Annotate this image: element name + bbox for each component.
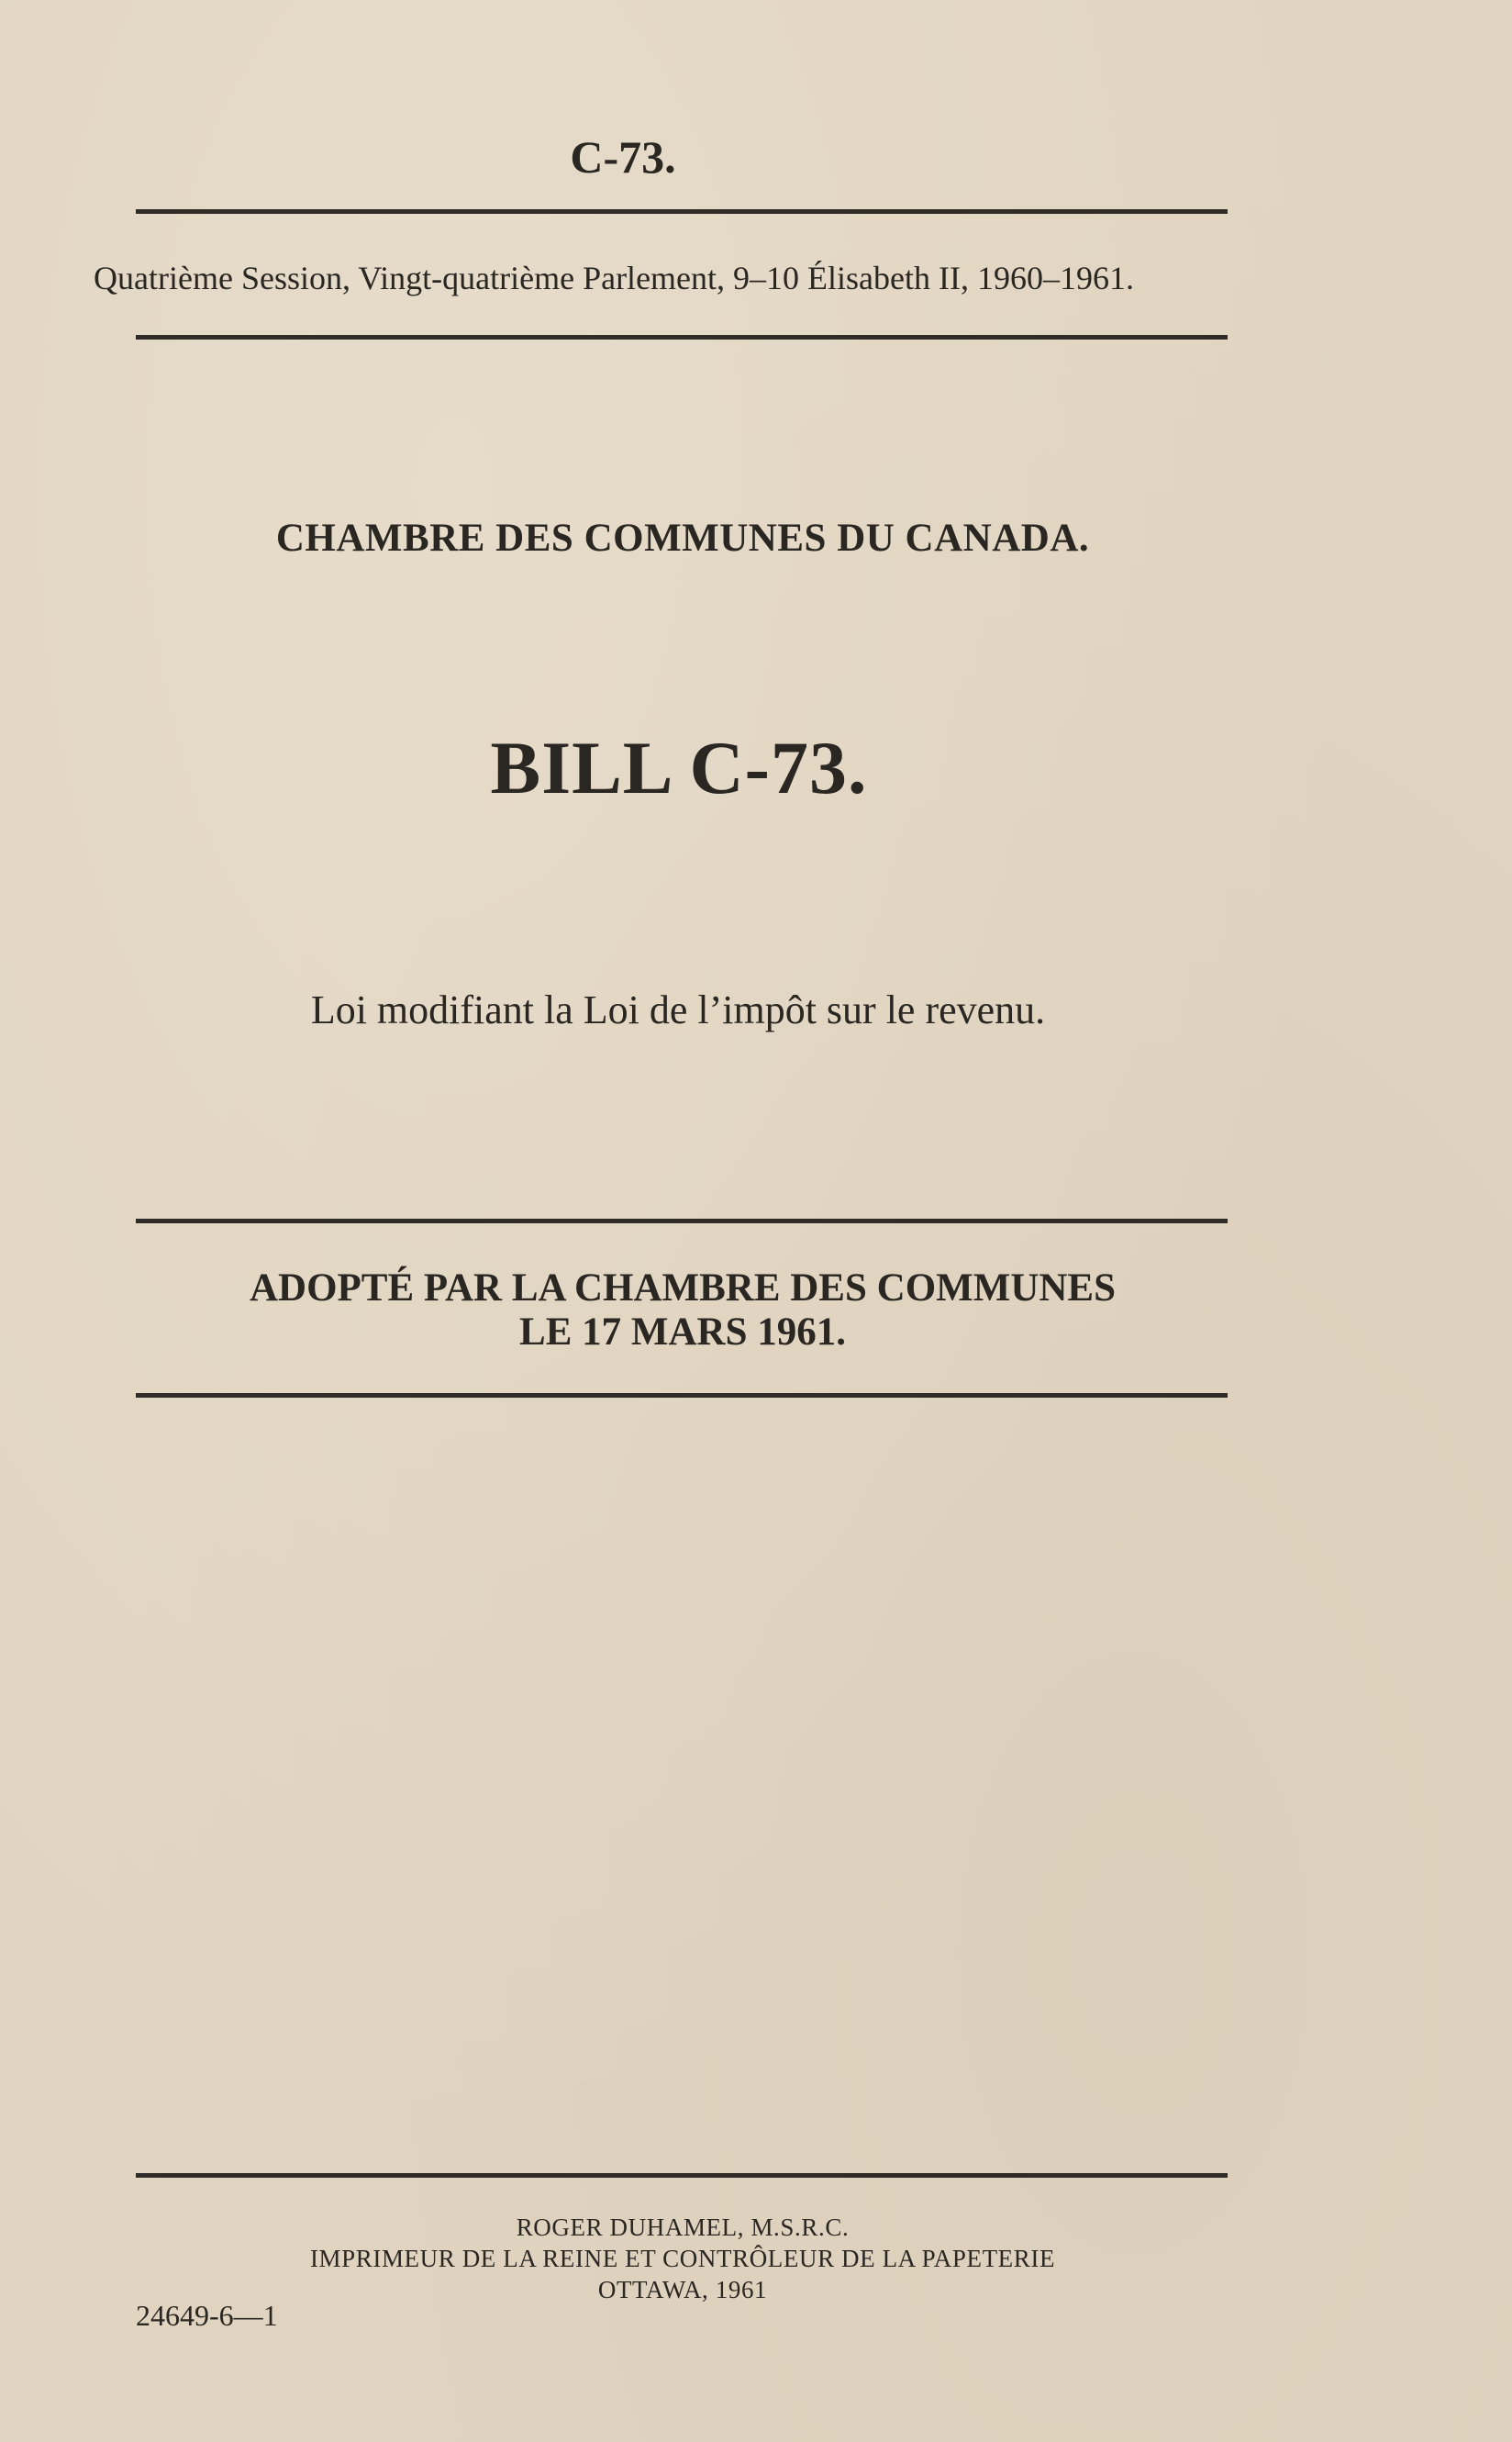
print-code: 24649-6—1	[136, 2299, 278, 2332]
printer-title: IMPRIMEUR DE LA REINE ET CONTRÔLEUR DE LA PAPETERIE	[309, 2245, 1056, 2272]
printer-imprint	[0, 2212, 1439, 2305]
adopted-notice	[0, 1266, 1439, 1355]
printer-place: OTTAWA, 1961	[597, 2276, 768, 2303]
house-heading: CHAMBRE DES COMMUNES DU CANADA.	[275, 517, 1090, 560]
bill-description: Loi modifiant la Loi de l’impôt sur le revenu.	[310, 987, 1046, 1032]
document-number: C-73.	[570, 131, 676, 183]
printer-name: ROGER DUHAMEL, M.S.R.C.	[516, 2213, 850, 2241]
footer-rule	[136, 2173, 1228, 2178]
session-line: Quatrième Session, Vingt-quatrième Parlement, 9–10 Élisabeth II, 1960–1961.	[94, 260, 1134, 296]
bill-title: BILL C-73.	[490, 726, 868, 809]
adopted-top-rule	[136, 1219, 1228, 1223]
adopted-line-1: ADOPTÉ PAR LA CHAMBRE DES COMMUNES	[249, 1266, 1117, 1310]
adopted-line-2: LE 17 MARS 1961.	[519, 1310, 846, 1354]
adopted-bottom-rule	[136, 1393, 1228, 1398]
session-rule	[136, 335, 1228, 340]
top-rule	[136, 209, 1228, 214]
